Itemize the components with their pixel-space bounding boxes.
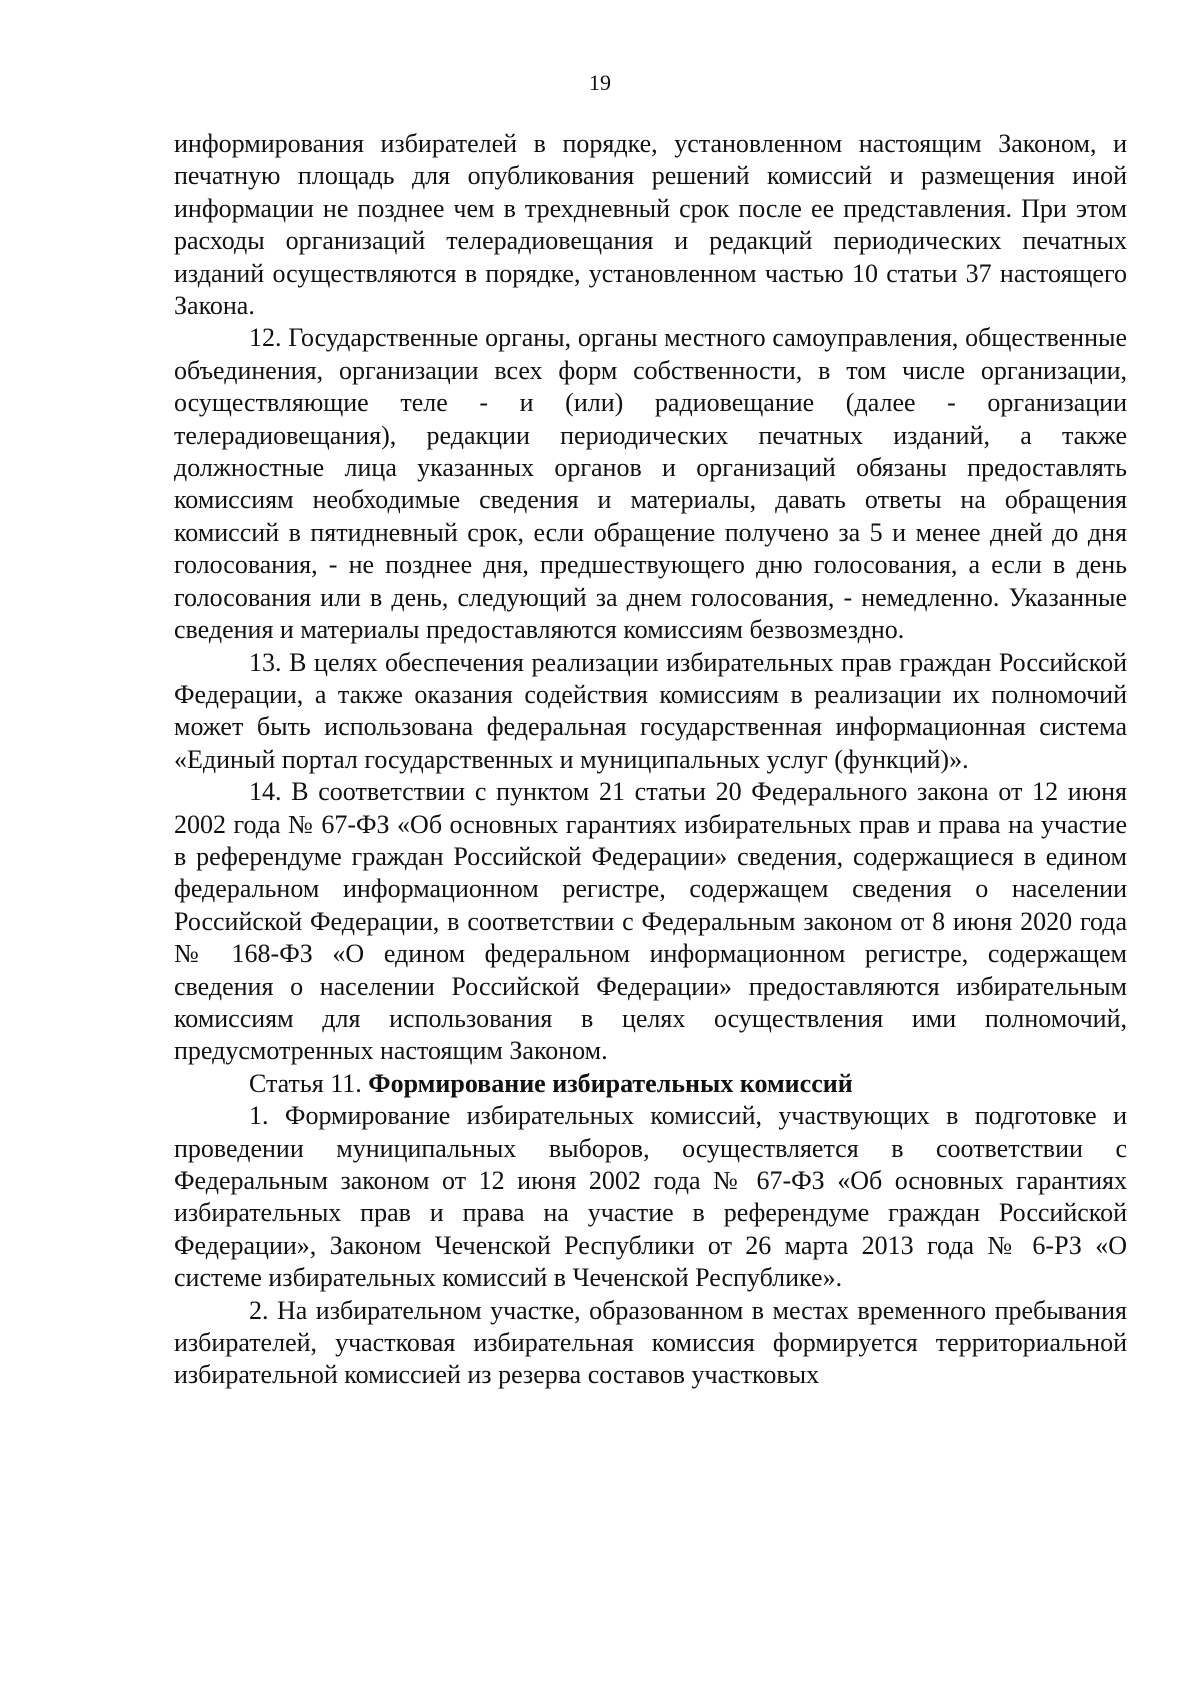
paragraph-13: 13. В целях обеспечения реализации избирательных прав граждан Российской Федерации, а также оказания содействия комиссиям в реализации их полномочий может быть использована федеральная государственная информационная система «Единый портал государственных и муниципальных услуг (функций)». xyxy=(174,647,1127,774)
article-11-paragraph-2: 2. На избирательном участке, образованном в местах временного пребывания избирателей, участковая избирательная комиссия формируется территориальной избирательной комиссией из резерва составов участковых xyxy=(174,1295,1127,1390)
paragraph-continuation: информирования избирателей в порядке, установленном настоящим Законом, и печатную площадь для опубликования решений комиссий и размещения иной информации не позднее чем в трехдневный срок после ее представления. При этом расходы организаций телерадиовещания и редакций периодических печатных изданий осуществляются в порядке, установленном частью 10 статьи 37 настоящего Закона. xyxy=(174,129,1127,321)
document-body xyxy=(174,128,1127,1392)
article-title: Формирование избирательных комиссий xyxy=(368,1068,853,1098)
article-number: Статья 11. xyxy=(249,1068,369,1098)
paragraph-12: 12. Государственные органы, органы местного самоуправления, общественные объединения, организации всех форм собственности, в том числе организации, осуществляющие теле - и (или) радиовещание (далее - организации телерадиовещания), редакции периодических печатных изданий, а также должностные лица указанных органов и организаций обязаны предоставлять комиссиям необходимые сведения и материалы, давать ответы на обращения комиссий в пятидневный срок, если обращение получено за 5 и менее дней до дня голосования, - не позднее дня, предшествующего дню голосования, а если в день голосования или в день, следующий за днем голосования, - немедленно. Указанные сведения и материалы предоставляются комиссиям безвозмездно. xyxy=(174,323,1127,645)
article-11-paragraph-1: 1. Формирование избирательных комиссий, участвующих в подготовке и проведении муниципальных выборов, осуществляется в соответствии с Федеральным законом от 12 июня 2002 года № 67-ФЗ «Об основных гарантиях избирательных прав и права на участие в референдуме граждан Российской Федерации», Законом Чеченской Республики от 26 марта 2013 года № 6-РЗ «О системе избирательных комиссий в Чеченской Республике». xyxy=(174,1101,1127,1293)
page-number: 19 xyxy=(589,70,611,95)
article-heading xyxy=(174,1068,1127,1100)
paragraph-14: 14. В соответствии с пунктом 21 статьи 20 Федерального закона от 12 июня 2002 года № 67-ФЗ «Об основных гарантиях избирательных прав и права на участие в референдуме граждан Российской Федерации» сведения, содержащиеся в едином федеральном информационном регистре, содержащем сведения о населении Российской Федерации, в соответствии с Федеральным законом от 8 июня 2020 года № 168-ФЗ «О едином федеральном информационном регистре, содержащем сведения о населении Российской Федерации» предоставляются избирательным комиссиям для использования в целях осуществления ими полномочий, предусмотренных настоящим Законом. xyxy=(174,777,1127,1066)
